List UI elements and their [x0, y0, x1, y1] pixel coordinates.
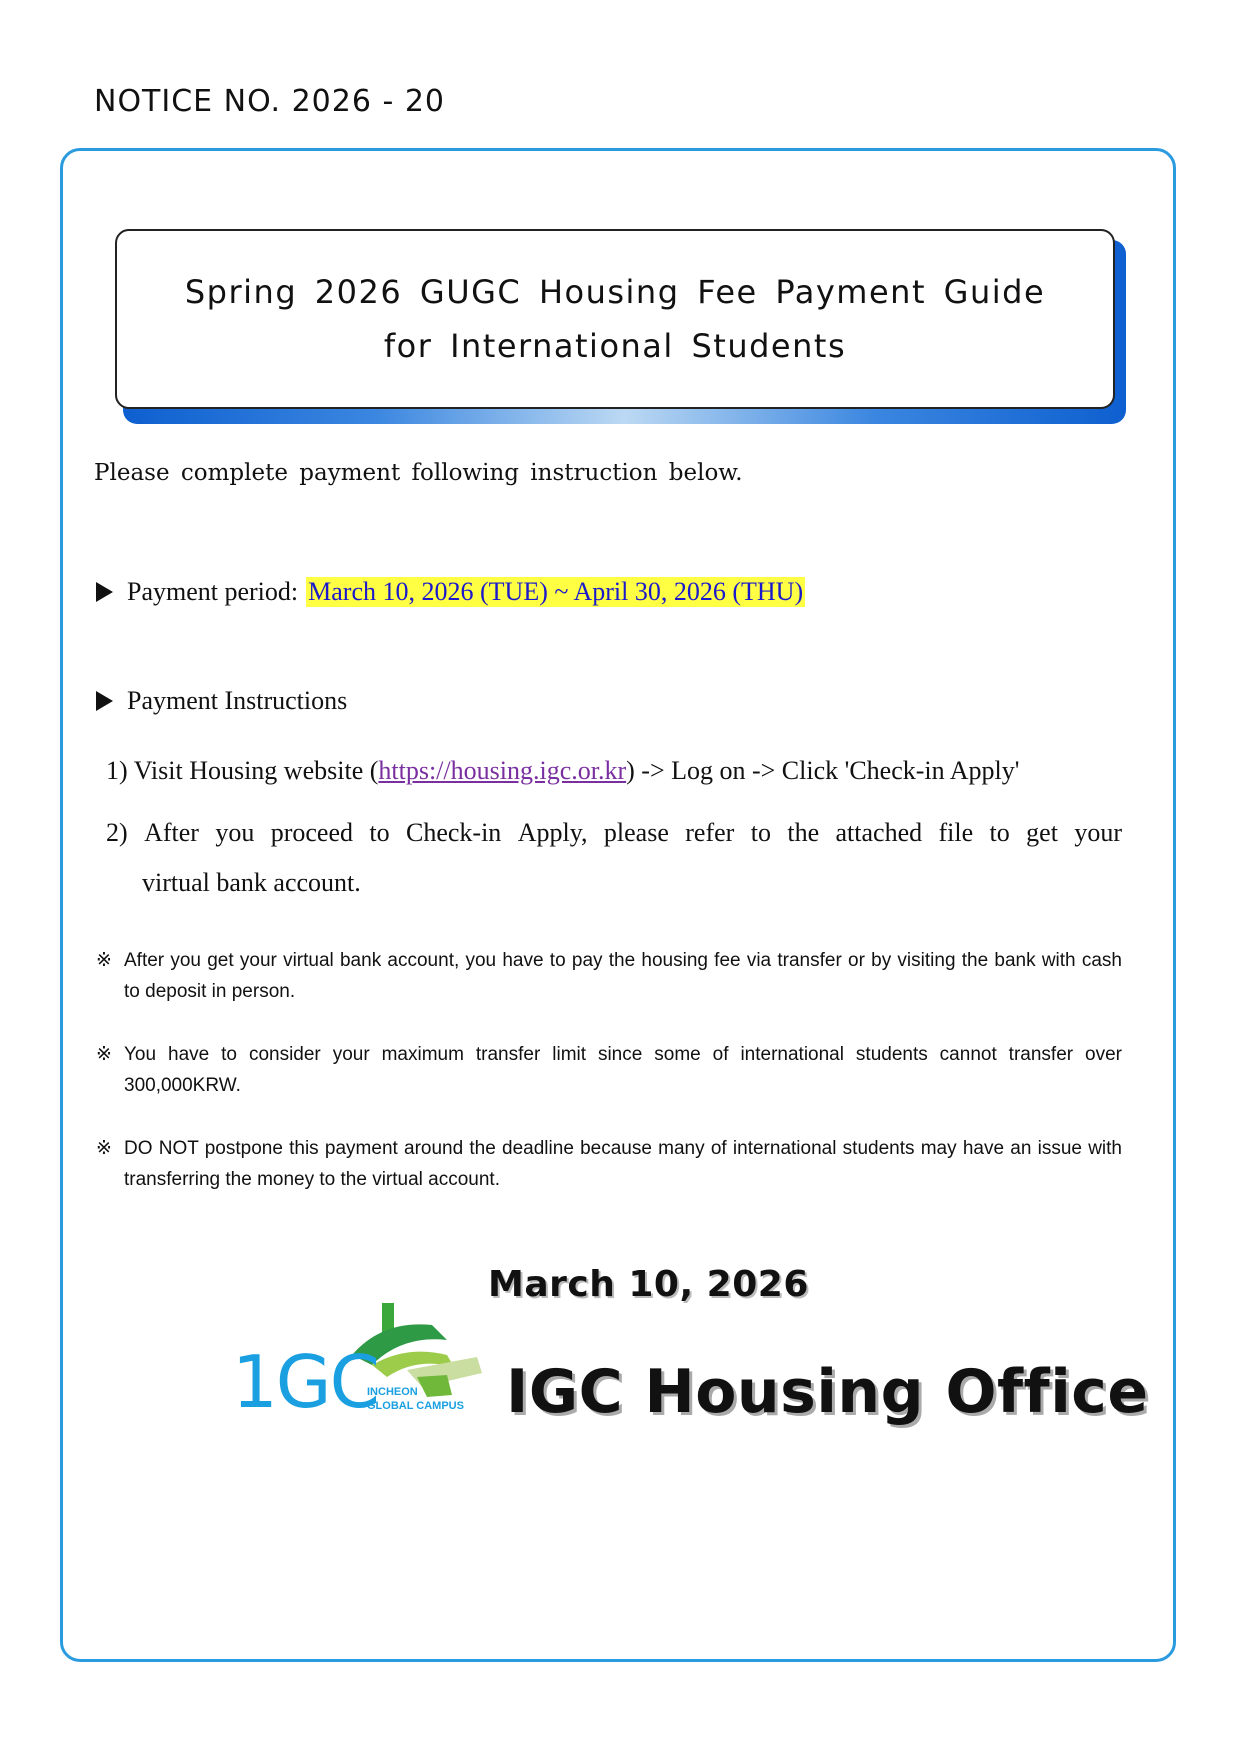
- note-3: [96, 1133, 1122, 1195]
- step-2-word: refer: [685, 818, 735, 847]
- instructions-heading: [96, 686, 347, 716]
- step-2-word: attached: [835, 818, 923, 847]
- reference-mark-icon: ※: [96, 950, 112, 971]
- instruction-step-2: [106, 808, 1122, 908]
- step-1-prefix: 1) Visit Housing website (: [106, 756, 379, 785]
- step-2-word: your: [1074, 818, 1122, 847]
- footer-date: March 10, 2026: [488, 1264, 809, 1305]
- step-2-word: to: [369, 818, 390, 847]
- step-2-word: Apply,: [517, 818, 588, 847]
- logo-lettering: 1GC: [232, 1340, 378, 1424]
- step-2-first-line: [106, 808, 1122, 858]
- note-1: [96, 945, 1122, 1007]
- title-line-2: for International Students: [383, 327, 847, 365]
- step-2-word: After: [144, 818, 199, 847]
- footer-office-name: IGC Housing Office: [506, 1357, 1149, 1427]
- payment-period-value: March 10, 2026 (TUE) ~ April 30, 2026 (THU): [308, 577, 804, 606]
- step-2-word: Check-in: [406, 818, 502, 847]
- intro-text: Please complete payment following instruction below.: [94, 460, 743, 486]
- title-line-1: Spring 2026 GUGC Housing Fee Payment Guide: [184, 273, 1046, 311]
- step-2-word: to: [750, 818, 771, 847]
- reference-mark-icon: ※: [96, 1044, 112, 1065]
- step-1-suffix: ) -> Log on -> Click 'Check-in Apply': [626, 756, 1020, 785]
- note-2: [96, 1039, 1122, 1101]
- step-2-word: get: [1026, 818, 1058, 847]
- igc-logo: [232, 1295, 502, 1425]
- note-1-text: After you get your virtual bank account, you have to pay the housing fee via transfer or by visiting the bank with cash to deposit in person.: [124, 950, 1122, 1002]
- step-2-word: you: [215, 818, 255, 847]
- logo-subtitle-1: INCHEON: [367, 1386, 418, 1398]
- reference-mark-icon: ※: [96, 1138, 112, 1159]
- step-2-word: to: [989, 818, 1010, 847]
- step-2-word: file: [938, 818, 974, 847]
- step-2-continuation: virtual bank account.: [142, 868, 361, 897]
- logo-subtitle-2: GLOBAL CAMPUS: [367, 1400, 464, 1412]
- step-2-word: 2): [106, 818, 128, 847]
- notice-number: NOTICE NO. 2026 - 20: [94, 84, 445, 119]
- step-2-word: proceed: [270, 818, 353, 847]
- note-2-text: You have to consider your maximum transfer limit since some of international students cannot transfer over 300,000KRW.: [124, 1044, 1122, 1096]
- bullet-triangle-icon: [96, 582, 113, 602]
- step-2-word: please: [603, 818, 669, 847]
- logo-building-shape: [417, 1375, 452, 1397]
- payment-period: [96, 577, 805, 607]
- igc-logo-graphic: [232, 1295, 502, 1425]
- instructions-heading-label: Payment Instructions: [127, 686, 348, 715]
- payment-period-label: Payment period:: [127, 577, 299, 606]
- note-3-text: DO NOT postpone this payment around the deadline because many of international students may have an issue with transferring the money to the virtual account.: [124, 1138, 1122, 1190]
- housing-website-link[interactable]: https://housing.igc.or.kr: [378, 756, 627, 785]
- instruction-step-1: [106, 756, 1019, 786]
- step-2-word: the: [787, 818, 820, 847]
- bullet-triangle-icon: [96, 691, 113, 711]
- title-box: [115, 229, 1115, 409]
